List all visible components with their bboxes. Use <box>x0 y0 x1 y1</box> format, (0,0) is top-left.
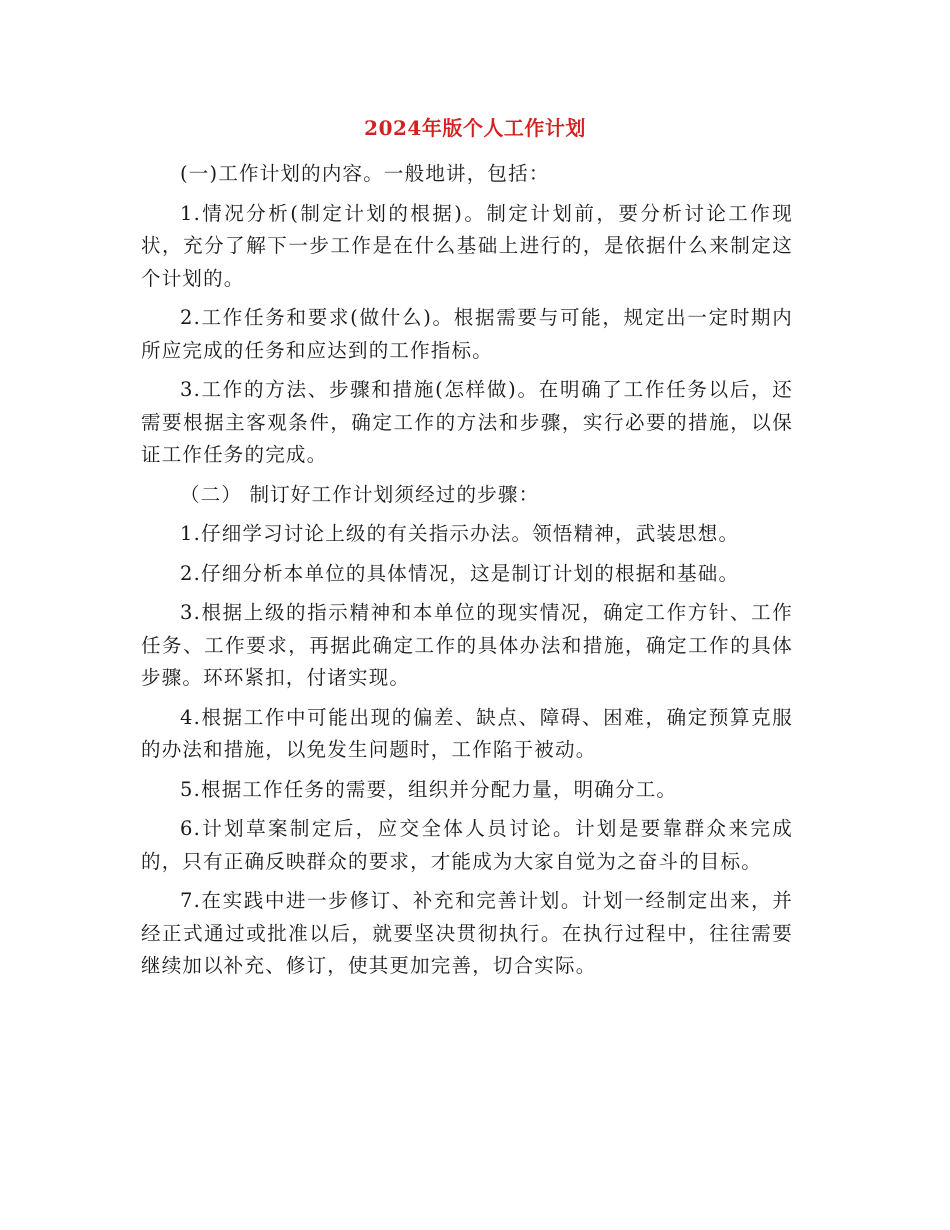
document-title: 2024年版个人工作计划 <box>364 116 586 140</box>
paragraph: 1.情况分析(制定计划的根据)。制定计划前，要分析讨论工作现状，充分了解下一步工作是在什么基础上进行的，是依据什么来制定这个计划的。 <box>141 201 793 290</box>
document-body <box>141 158 793 990</box>
paragraph: 2.工作任务和要求(做什么)。根据需要与可能，规定出一定时期内所应完成的任务和应达到的工作指标。 <box>141 306 793 362</box>
paragraph: 6.计划草案制定后，应交全体人员讨论。计划是要靠群众来完成的，只有正确反映群众的要求，才能成为大家自觉为之奋斗的目标。 <box>141 817 793 873</box>
paragraph: 5.根据工作任务的需要，组织并分配力量，明确分工。 <box>180 777 678 801</box>
section-heading-1: (一)工作计划的内容。一般地讲，包括： <box>180 162 550 185</box>
paragraph: 7.在实践中进一步修订、补充和完善计划。计划一经制定出来，并经正式通过或批准以后，就要坚决贯彻执行。在执行过程中，往往需要继续加以补充、修订，使其更加完善，切合实际。 <box>141 889 793 977</box>
paragraph: 3.工作的方法、步骤和措施(怎样做)。在明确了工作任务以后，还需要根据主客观条件，确定工作的方法和步骤，实行必要的措施，以保证工作任务的完成。 <box>141 378 793 466</box>
paragraph: 1.仔细学习讨论上级的有关指示办法。领悟精神，武装思想。 <box>180 522 740 545</box>
paragraph: 2.仔细分析本单位的具体情况，这是制订计划的根据和基础。 <box>180 561 740 585</box>
section-heading-2: （二） 制订好工作计划须经过的步骤： <box>180 482 540 506</box>
paragraph: 4.根据工作中可能出现的偏差、缺点、障碍、困难，确定预算克服的办法和措施，以免发生问题时，工作陷于被动。 <box>141 705 793 761</box>
paragraph: 3.根据上级的指示精神和本单位的现实情况，确定工作方针、工作任务、工作要求，再据此确定工作的具体办法和措施，确定工作的具体步骤。环环紧扣，付诸实现。 <box>141 601 793 689</box>
